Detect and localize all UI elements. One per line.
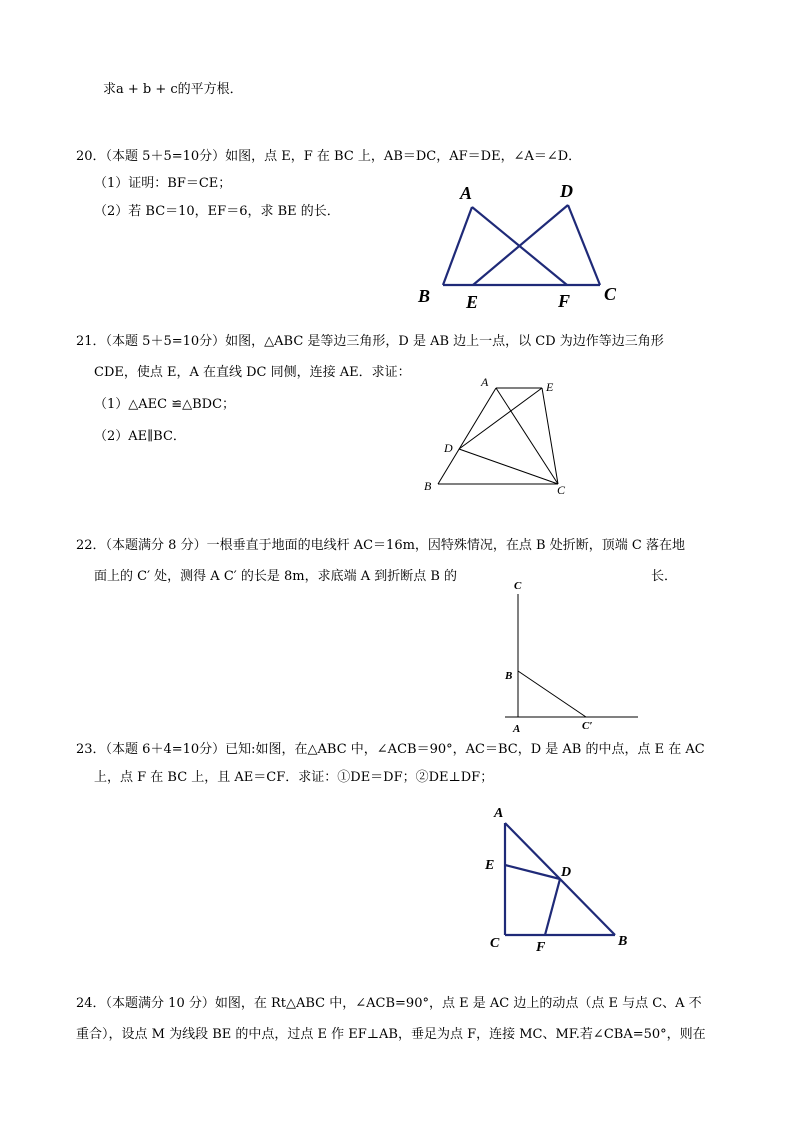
q20-label-e: E — [466, 292, 479, 312]
q24-stem-line1: 24．（本题满分 10 分）如图，在 Rt△ABC 中，∠ACB=90°，点 E 是 AC 边上的动点（点 E 与点 C、A 不 — [76, 996, 702, 1011]
q23-figure — [482, 800, 637, 960]
q20-label-f: F — [558, 291, 571, 311]
q20-part2: （2）若 BC＝10，EF＝6，求 BE 的长． — [94, 204, 340, 219]
q24-stem-line2: 重合），设点 M 为线段 BE 的中点，过点 E 作 EF⊥AB，垂足为点 F，连接 MC、MF.若∠CBA=50°，则在 — [76, 1027, 706, 1042]
q21-figure — [418, 372, 578, 502]
q21-stem-line2: CDE，使点 E，A 在直线 DC 同侧，连接 AE．求证： — [94, 365, 411, 380]
q22-stem-line2b: 长． — [651, 569, 678, 584]
q22-label-b: B — [505, 670, 513, 682]
q21-label-e: E — [546, 380, 554, 394]
q23-stem-line1: 23．（本题 6＋4=10分）已知:如图，在△ABC 中，∠ACB＝90°，AC＝BC，D 是 AB 的中点，点 E 在 AC — [76, 742, 705, 757]
q22-label-a: A — [513, 723, 521, 735]
q23-label-b: B — [618, 934, 628, 949]
q20-label-d: D — [560, 181, 573, 201]
q22-stem-line2a: 面上的 C′ 处，测得 A C′ 的长是 8m，求底端 A 到折断点 B 的 — [94, 569, 458, 584]
q23-label-c: C — [490, 936, 500, 951]
q20-label-b: B — [418, 286, 431, 306]
q21-part1: （1）△AEC ≌△BDC； — [94, 397, 236, 412]
q20-figure — [410, 178, 625, 313]
q20-stem: 20．（本题 5＋5=10分）如图，点 E，F 在 BC 上，AB＝DC，AF＝DE，∠A＝∠D． — [76, 149, 582, 164]
q20-label-c: C — [604, 284, 617, 304]
q23-label-d: D — [561, 865, 572, 880]
q23-stem-line2: 上，点 F 在 BC 上，且 AE＝CF．求证：①DE＝DF；②DE⊥DF； — [94, 770, 494, 785]
q21-stem-line1: 21．（本题 5＋5=10分）如图，△ABC 是等边三角形，D 是 AB 边上一点，以 CD 为边作等边三角形 — [76, 334, 664, 349]
q21-label-a: A — [481, 375, 489, 389]
q23-label-e: E — [485, 858, 495, 873]
q23-label-f: F — [536, 940, 546, 955]
q22-label-c: C — [514, 580, 522, 592]
q23-label-a: A — [494, 806, 504, 821]
q21-label-c: C — [557, 483, 566, 497]
q21-label-d: D — [444, 441, 453, 455]
q22-label-c-prime: C′ — [582, 720, 593, 732]
q22-stem-line1: 22．（本题满分 8 分）一根垂直于地面的电线杆 AC＝16m，因特殊情况，在点 B 处折断，顶端 C 落在地 — [76, 538, 685, 553]
q20-part1: （1）证明：BF＝CE； — [94, 176, 232, 191]
q21-label-b: B — [424, 479, 432, 493]
q20-label-a: A — [460, 183, 473, 203]
q22-figure — [495, 576, 645, 736]
q19-tail: 求a + b + c的平方根． — [103, 82, 243, 97]
q21-part2: （2）AE∥BC． — [94, 429, 186, 444]
